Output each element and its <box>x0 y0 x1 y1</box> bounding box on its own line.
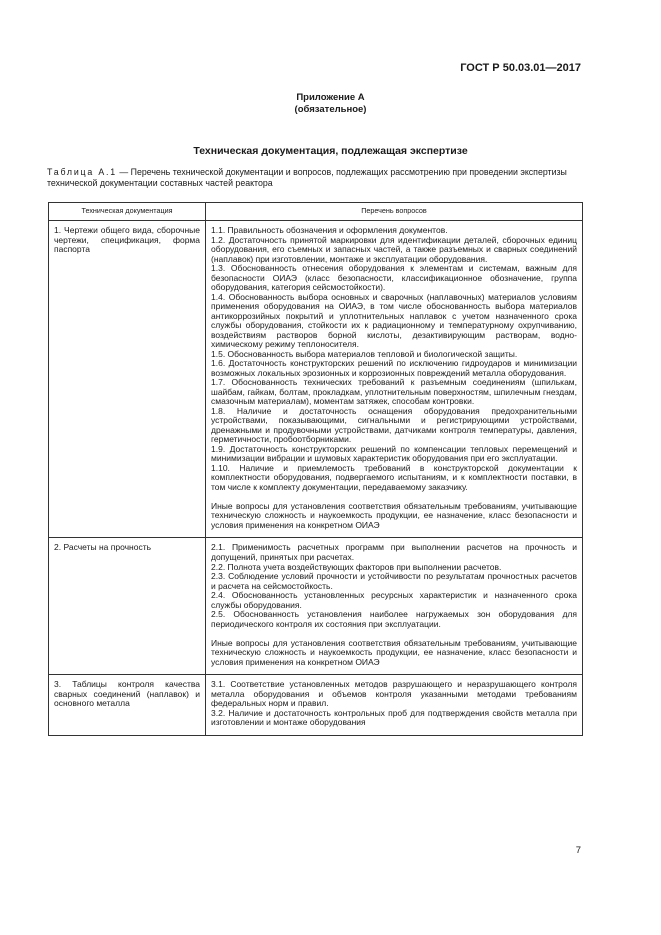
column-header-questions: Перечень вопросов <box>206 203 583 221</box>
question-item: 2.4. Обоснованность установленных ресурсных характеристик и назначенного срока службы оборудования. <box>211 590 577 610</box>
question-item: 2.2. Полнота учета воздействующих факторов при выполнении расчетов. <box>211 561 502 572</box>
question-item: 1.1. Правильность обозначения и оформления документов. <box>211 225 448 235</box>
table-row <box>49 538 583 675</box>
question-item-other: Иные вопросы для установления соответствия обязательным требованиям, учитывающие техническую сложность и наукоемкость продукции, ее назначение, класс безопасности и условия применения на конкретном ОИАЭ <box>211 500 577 530</box>
documentation-cell: 1. Чертежи общего вида, сборочные чертежи, спецификация, форма паспорта <box>49 221 206 538</box>
question-item: 1.4. Обоснованность выбора основных и сварочных (наплавочных) материалов условиям применения оборудования на ОИАЭ, в том числе обоснованность выбора материалов антикоррозийных покрытий и уплотнительных наплавок с учетом назначенного срока службы оборудования, стойкости их к радиационному и температурному охрупчиванию, воздействиям растворов борной кислоты, дезактивирующим растворам, водно-химическому режиму теплоносителя. <box>211 291 577 350</box>
question-item-other: Иные вопросы для установления соответствия обязательным требованиям, учитывающие техническую сложность и наукоемкость продукции, ее назначение, класс безопасности и условия применения на конкретном ОИАЭ <box>211 637 577 667</box>
table-caption <box>47 167 583 189</box>
section-title: Техническая документация, подлежащая экспертизе <box>193 145 468 157</box>
appendix-title: Приложение А <box>296 92 365 103</box>
table-caption-label: Таблица А.1 <box>47 167 117 177</box>
questions-cell <box>206 675 583 736</box>
question-item: 3.1. Соответствие установленных методов разрушающего и неразрушающего контроля металла оборудования и объемов контроля указанными методами требованиям федеральных норм и правил. <box>211 679 577 709</box>
documentation-cell: 2. Расчеты на прочность <box>49 538 206 675</box>
question-item: 1.7. Обоснованность технических требований к разъемным соединениям (шпилькам, шайбам, гайкам, болтам, прокладкам, уплотнительным поверхностям, шпилечным гнездам, смазочным материалам), моментам затяжек, способам контровки. <box>211 377 577 407</box>
appendix-heading <box>0 92 661 115</box>
question-item: 1.3. Обоснованность отнесения оборудования к элементам и системам, важным для безопасности ОИАЭ (класс безопасности, классификационное обозначение, группа оборудования, категория сейсмостойкости). <box>211 263 577 293</box>
appendix-subtitle: (обязательное) <box>294 103 367 115</box>
table-row <box>49 221 583 538</box>
documentation-table <box>48 202 583 736</box>
question-item: 2.5. Обоснованность установления наиболее нагружаемых зон оборудования для периодического контроля их состояния при эксплуатации. <box>211 609 577 629</box>
question-item: 1.5. Обоснованность выбора материалов тепловой и биологической защиты. <box>211 348 518 359</box>
page-number: 7 <box>575 845 581 856</box>
table-row <box>49 675 583 736</box>
column-header-documentation: Техническая документация <box>49 203 206 221</box>
documentation-cell: 3. Таблицы контроля качества сварных соединений (наплавок) и основного металла <box>49 675 206 736</box>
question-item: 1.8. Наличие и достаточность оснащения оборудования предохранительными устройствами, показывающими, сигнальными и регистрирующими устройствами, дренажными и продувочными устройствами, датчиками контроля температуры, давления, герметичности, пробоотборниками. <box>211 405 577 445</box>
table-header-row <box>49 203 583 221</box>
questions-cell <box>206 538 583 675</box>
table-caption-text: — Перечень технической документации и вопросов, подлежащих рассмотрению при проведении экспертизы технической документации составных частей реактора <box>47 167 567 188</box>
questions-cell <box>206 221 583 538</box>
document-code: ГОСТ Р 50.03.01—2017 <box>460 62 581 74</box>
question-item: 1.10. Наличие и приемлемость требований в конструкторской документации к комплектности оборудования, подвергаемого испытаниям, и к комплектности поставки, в том числе к комплекту документации, передаваемому заказчику. <box>211 462 577 492</box>
question-item: 2.3. Соблюдение условий прочности и устойчивости по результатам прочностных расчетов и расчета на сейсмостойкость. <box>211 571 577 591</box>
question-item: 1.9. Достаточность конструкторских решений по компенсации тепловых перемещений и минимизации вибрации и шумовых характеристик оборудования при его эксплуатации. <box>211 443 577 464</box>
question-item: 3.2. Наличие и достаточность контрольных проб для подтверждения свойств металла при изготовлении и монтаже оборудования <box>211 707 577 728</box>
question-item: 1.2. Достаточность принятой маркировки для идентификации деталей, сборочных единиц оборудования, его съемных и запасных частей, а также разъемных и сварных соединений (наплавок) при изготовлении, монтаже и эксплуатации оборудования. <box>211 234 577 264</box>
question-item: 2.1. Применимость расчетных программ при выполнении расчетов на прочность и допущений, принятых при расчетах. <box>211 542 577 562</box>
question-item: 1.6. Достаточность конструкторских решений по исключению гидроударов и минимизации возможных локальных эрозионных и коррозионных повреждений металла оборудования. <box>211 358 577 378</box>
